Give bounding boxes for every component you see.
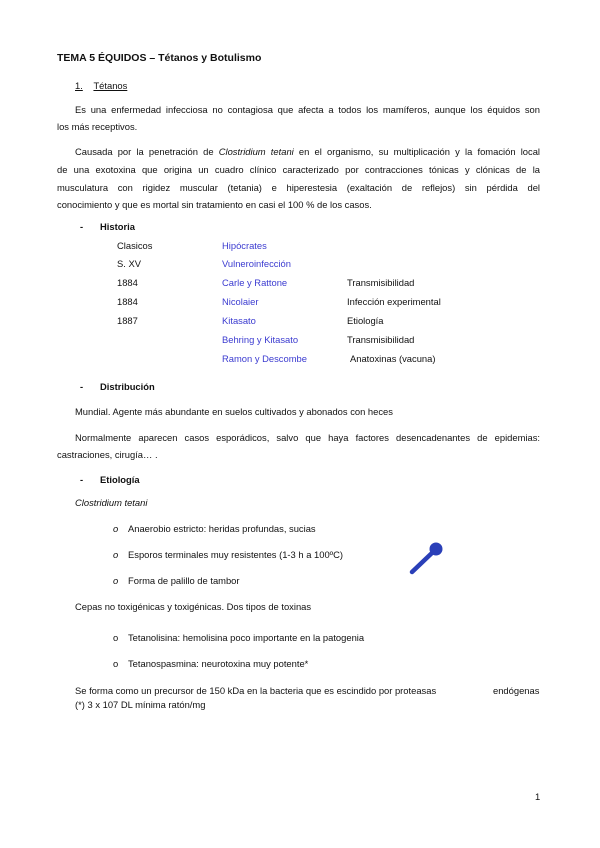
historia-note: Infección experimental — [347, 296, 441, 307]
historia-note: Etiología — [347, 315, 384, 326]
distribucion-heading: Distribución — [100, 381, 155, 392]
toxins-intro: Cepas no toxigénicas y toxigénicas. Dos tipos de toxinas — [75, 601, 312, 612]
historia-name: Behring y Kitasato — [222, 334, 299, 345]
historia-note: Anatoxinas (vacuna) — [350, 353, 436, 364]
cause-paragraph-line1: Causada por la penetración de Clostridium tetani en el organismo, su multiplicación y la fomación local — [75, 146, 540, 157]
section-title: Tétanos — [93, 80, 128, 91]
list-item: Forma de palillo de tambor — [128, 575, 240, 586]
precursor-text: Se forma como un precursor de 150 kDa en la bacteria que es escindido por proteasas — [75, 685, 437, 696]
etiologia-heading: Etiología — [100, 474, 140, 485]
list-item: Tetanolisina: hemolisina poco importante en la patogenia — [128, 632, 365, 643]
historia-year: 1884 — [117, 296, 138, 307]
distribucion-bullet: - — [80, 381, 84, 392]
historia-year: S. XV — [117, 258, 141, 269]
distribucion-paragraph2-line2: castraciones, cirugía… . — [57, 449, 158, 460]
intro-paragraph-line1: Es una enfermedad infecciosa no contagiosa que afecta a todos los mamíferos, aunque los équidos son — [75, 104, 540, 115]
historia-name: Vulneroinfección — [222, 258, 291, 269]
section-number: 1. — [75, 80, 83, 91]
cause-paragraph-line3: musculatura con rigidez muscular (tetania) e hiperestesia (exaltación de reflejos) sin pérdida del — [57, 182, 540, 193]
historia-bullet: - — [80, 221, 84, 232]
list-marker: o — [113, 549, 119, 560]
distribucion-paragraph2-line1: Normalmente aparecen casos esporádicos, salvo que haya factores desencadenantes de epidemias: — [75, 432, 540, 443]
list-item: Anaerobio estricto: heridas profundas, sucias — [128, 523, 316, 534]
historia-year: 1884 — [117, 277, 138, 288]
drumstick-bacterium-icon — [405, 541, 445, 577]
historia-year: 1887 — [117, 315, 138, 326]
footnote: (*) 3 x 107 DL mínima ratón/mg — [75, 699, 206, 710]
list-item: Tetanospasmina: neurotoxina muy potente* — [128, 658, 309, 669]
historia-name: Kitasato — [222, 315, 256, 326]
list-marker: o — [113, 523, 119, 534]
historia-name: Nicolaier — [222, 296, 259, 307]
list-item: Esporos terminales muy resistentes (1-3 h a 100ºC) — [128, 549, 343, 560]
organism-name: Clostridium tetani — [75, 497, 148, 508]
intro-paragraph-line2: los más receptivos. — [57, 121, 138, 132]
cause-paragraph-line4: conocimiento y que es mortal sin tratamiento en casi el 100 % de los casos. — [57, 199, 372, 210]
list-marker: o — [113, 632, 119, 643]
list-marker: o — [113, 575, 119, 586]
precursor-text-end: endógenas — [493, 685, 540, 696]
organism-name: Clostridium tetani — [218, 146, 294, 157]
distribucion-paragraph: Mundial. Agente más abundante en suelos cultivados y abonados con heces — [75, 406, 393, 417]
historia-note: Transmisibilidad — [347, 334, 415, 345]
historia-name: Carle y Rattone — [222, 277, 288, 288]
historia-heading: Historia — [100, 221, 135, 232]
historia-name: Hipócrates — [222, 240, 267, 251]
historia-name: Ramon y Descombe — [222, 353, 307, 364]
page-number: 1 — [535, 791, 541, 802]
cause-paragraph-line2: de una exotoxina que origina un cuadro clínico caracterizado por contracciones tónicas y clónicas de la — [57, 164, 540, 175]
historia-note: Transmisibilidad — [347, 277, 415, 288]
list-marker: o — [113, 658, 119, 669]
document-title: TEMA 5 ÉQUIDOS – Tétanos y Botulismo — [57, 52, 262, 64]
section-heading — [75, 80, 127, 92]
etiologia-bullet: - — [80, 474, 84, 485]
historia-year: Clasicos — [117, 240, 153, 251]
